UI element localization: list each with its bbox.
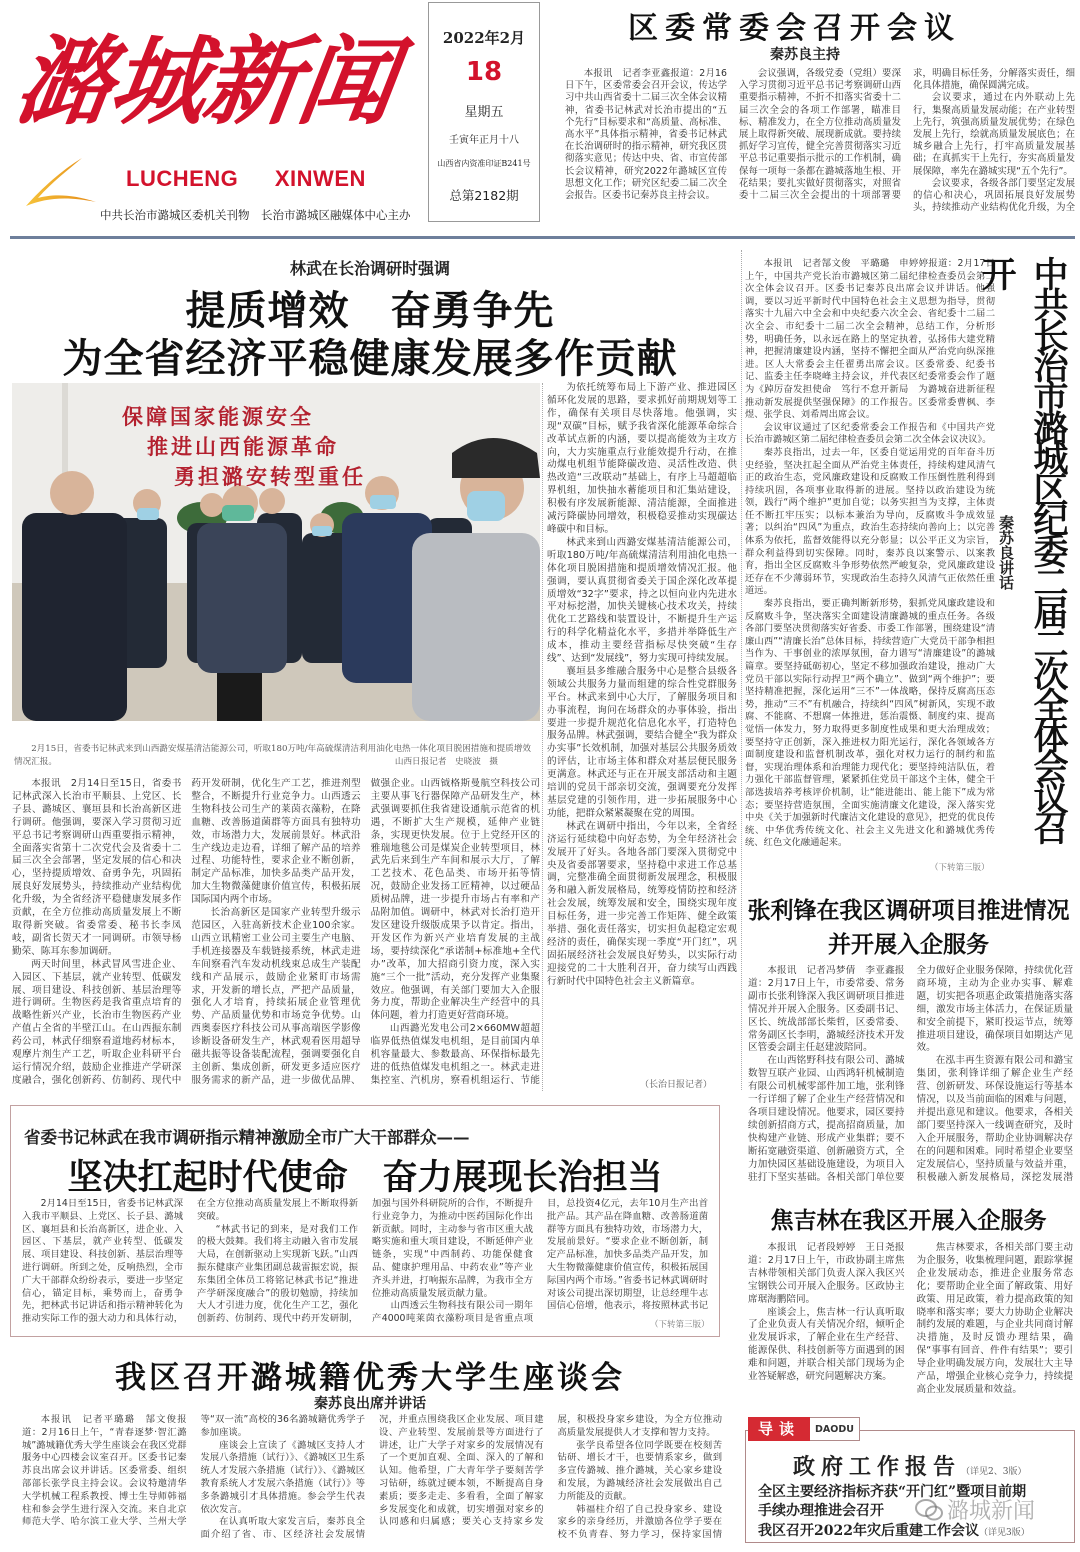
news-photo bbox=[12, 383, 540, 721]
masthead-sponsor: 中共长治市潞城区委机关刊物 长治市潞城区融媒体中心主办 bbox=[100, 208, 411, 222]
top-article-subtitle: 秦苏良主持 bbox=[770, 47, 840, 63]
masthead-logo: 潞城新闻 bbox=[9, 25, 401, 138]
top-article-body bbox=[565, 68, 1075, 224]
students-article-title: 我区召开潞城籍优秀大学生座谈会 bbox=[115, 1360, 625, 1396]
date-box bbox=[428, 2, 540, 222]
daodu-title[interactable] bbox=[793, 1450, 1026, 1481]
paragraph: 会议要求，各级各部门要坚定发展的信心和决心，巩固拓展良好发展势头，持续推动产业结构优化升级，为全 bbox=[913, 177, 1075, 214]
paragraph: 在泓丰再生资源有限公司和潞宝集团，张利锋详细了解企业生产经营、创新研发、环保设施运行等基本情况，以及当前面临的困难与问题，并提出意见和建议。他要求，各相关部门要坚持深入一线调查研究，及时入企开展服务，帮助企业协调解决存在的问题和困难。同时希望企业要坚定发展信心，坚持质量与效益并重，积极融入新发展格局，深挖发展潜 bbox=[916, 1055, 1073, 1183]
main-article-body-left bbox=[12, 778, 540, 1092]
photo-slogan-line1: 保障国家能源安全 bbox=[122, 404, 314, 429]
paragraph: “林武书记的到来，是对我们工作的极大鼓舞。我们将主动融入省市发展大局，在创新驱动上实现新飞跃。”山西振东健康产业集团副总裁雷振宏说，振东集团全体员工将铭记林武书记“推进产学研深度融合”的殷切勉励，持续加大人才引进力度，优化生产工艺，强化创新药、仿制药、现代中药开发研制，加强与国外科研院所的合作，不断提升行业竞争力，为推动中医药国际化作出新贡献。同时，主动参与省市区重大战略实施和重大项目建设，不断延伸产业链条，实现“中西制药、功能保健食品、健康护理用品、中药农业”等产业齐头并进，打响振东品牌，为我市全方位推动高质量发展贡献力量。 bbox=[197, 1198, 533, 1325]
daodu-item-1-line2: 手续办理推进会召开 bbox=[758, 1503, 884, 1519]
daodu-tag: 导读 bbox=[748, 1417, 810, 1441]
paragraph: 本报讯 记者冯梦倩 李亚鑫报道：2月17日上午，市委常委、常务副市长张利锋深入我区调研项目推进情况并开展入企服务。区委副书记、区长、统战部部长柴哲，区委常委、常务副区长李明，潞城经济技术开发区管委会副主任赵建波陪同。 bbox=[748, 965, 905, 1054]
daodu-tag-en: DAODU bbox=[810, 1417, 860, 1441]
discipline-article-body bbox=[745, 258, 995, 870]
paragraph: 2月14日至15日，省委书记林武深入我市平顺县、上党区、长子县、潞城区、襄垣县和长治高新区，进企业、入园区、下基层，就产业转型、低碳发展、项目建设、科技创新、基层治理等进行调研。所到之处，反响热烈，全市广大干部群众纷纷表示，要进一步坚定信心，锚定目标，乘势而上，奋勇争先，把林武书记讲话和指示精神转化为推动实际工作的强大动力和具体行动，在全方位推动高质量发展上不断取得新突破。 bbox=[22, 1198, 358, 1325]
jiao-article-body bbox=[748, 1242, 1073, 1398]
paragraph: 在认真听取大家发言后，秦苏良全面介绍了省、市、区经济社会发展情况，并重点围绕我区企业发展、项目建设、产业转型、发展前景等方面进行了讲述，让广大学子对家乡的发展情况有了一个更加直观、全面、深入的了解和认知。他希望，广大青年学子要刻苦学习钻研，练就过硬本领，不断提高自身素质；要多走走、多看看，全面了解家乡发展变化和成就，切实增强对家乡的认同感和归属感；要关心支持家乡发展，积极投身家乡建设，为全方位推动高质量发展提供人才支撑和智力支持。 bbox=[200, 1414, 722, 1541]
photo-caption bbox=[14, 743, 538, 769]
masthead-divider bbox=[10, 236, 1075, 239]
paragraph: 秦苏良指出，要正确判断新形势，狠抓党风廉政建设和反腐败斗争，坚决落实全面建设清廉潞城的重点任务。各级各部门要坚决贯彻落实好省委、市委工作部署，围绕建设“清廉山西”“清廉长治”总体目标，持续营造广大党员干部争相担当作为、干事创业的浓厚氛围，奋力谱写“清廉建设”的潞城篇章。要坚持砥砺初心，坚定不移加强政治建设，推动广大党员干部以实际行动捍卫“两个确立”、做到“两个维护”；要坚持精准把握，深化运用“三不”一体战略，保持反腐高压态势，推动“三不”有机融合，持续纠“四风”树新风，实现不敢腐、不能腐、不想腐一体推进，惩治震慑、制度约束、提高觉悟一体发力，努力取得更多制度性成果和更大治理成效；要坚持守正创新，深入推进权力阳光运行，深化各领域各方面制度建设和监督机制改革，强化对权力运行的制约和监督，实现治理体系和治理能力现代化；要坚持纯洁队伍，着力强化干部监督管理，紧紧抓住党员干部这个主体，健全干部选拔培养考核评价机制，让“能进能出、能上能下”成为常态；要坚持营造氛围，全面实施清廉文化建设，深入落实党中央《关于加强新时代廉洁文化建设的意见》，把党的优良传统、中华优秀传统文化、社会主义先进文化和潞城优秀传统、红色文化融通起来。 bbox=[745, 598, 995, 849]
issue-number: 总第2182期 bbox=[449, 188, 519, 203]
paragraph: 座谈会上宣读了《潞城区支持人才发展八条措施（试行）》、《潞城区卫生系统人才发展六条措施（试行）》、《潞城区教育系统人才发展六条措施（试行）》等多条潞城引才具体措施。参会学生代表依次发言。 bbox=[200, 1439, 365, 1515]
main-article-kicker: 林武在长治调研时强调 bbox=[289, 259, 450, 278]
paragraph: 会议强调，各级党委（党组）要深入学习贯彻习近平总书记考察调研山西重要指示精神，不折不扣落实省委十二届三次全会的各项工作部署，瞄准目标、精准发力，在全方位推动高质量发展上取得新突破、展现新成就。要持续抓好学习宣传，健全完善贯彻落实习近平总书记重要指示批示的工作机制，确保每一项每一条都在潞城落地生根、开花结果；要扎实做好贯彻落实，对照省委十二届三次全会提出的十项部署要求，明确目标任务，分解落实责任，细化具体措施，确保圆满完成。 bbox=[739, 68, 1075, 202]
masthead-latin: LUCHENG XINWEN bbox=[126, 166, 366, 191]
zhang-article-title-line2: 并开展入企服务 bbox=[828, 932, 989, 958]
paragraph: 会议审议通过了区纪委常委会工作报告和《中国共产党长治市潞城区第二届纪律检查委员会第二次全体会议决议》。 bbox=[745, 421, 995, 446]
photo-slogan-line2: 推进山西能源革命 bbox=[147, 434, 339, 459]
top-article-title: 区委常委会召开会议 bbox=[628, 11, 961, 46]
discipline-article-subtitle: 秦苏良讲话 bbox=[997, 515, 1015, 590]
daodu-item-2-ref: （详见3版） bbox=[978, 1528, 1030, 1538]
continued-note: （下转第三版） bbox=[650, 1320, 710, 1330]
print-permit: 山西省内资准印证B241号 bbox=[437, 159, 531, 168]
daodu-item-1-line1: 全区主要经济指标齐获“开门红”暨项目前期 bbox=[758, 1484, 1027, 1500]
daodu-item-2-text: 我区召开2022年灾后重建工作会议 bbox=[758, 1523, 979, 1539]
paragraph: 张学良希望各位同学既要在校刻苦钻研、增长才干，也要情系家乡，做到多宣传潞城、推介潞城，关心家乡建设和发展，为潞城经济社会发展做出自己力所能及的贡献。 bbox=[557, 1439, 722, 1502]
photo-credit: 山西日报记者 史晓波 摄 bbox=[394, 757, 498, 767]
paragraph: 会议要求，通过在内外联动上先行，集聚高质量发展动能；在产业转型上先行，筑强高质量发展优势；在绿色发展上先行，绘就高质量发展底色；在城乡融合上先行，打牢高质量发展基础；在真抓实干上先行，夯实高质量发展保障，率先在潞城实现“五个先行”。 bbox=[913, 92, 1075, 177]
watermark-text: 潞城新闻 bbox=[947, 1499, 1036, 1524]
zhang-article-title-line1: 张利锋在我区调研项目推进情况 bbox=[747, 898, 1070, 924]
paragraph: 两天时间里，林武冒风雪进企业、入园区、下基层，就产业转型、低碳发展、项目建设、科技创新、基层治理等进行调研。生物医药是我省重点培育的战略性新兴产业，长治市生物医药产业产值占全省的半壁江山。在山西振东制药公司，林武仔细察看道地药材标本，观摩片剂生产工艺，听取企业科研平台运行情况介绍，鼓励企业推进产学研深度融合，强化创新药、仿制药、现代中药开发研制，优化生产工艺，推进剂型整合，不断提升行业竞争力。山西透云生物科技公司生产的莱茵衣藻粉，在降血糖、改善肠道菌群等方面具有独特功效，市场潜力大，发展前景好。林武沿生产线边走边看，详细了解产品的培养过程、功能特性，要求企业不断创新，制定产品标准，加快多品类产品开发，加大生物微藻健康价值宣传，积极拓展国际国内两个市场。 bbox=[12, 778, 361, 1086]
wechat-icon bbox=[915, 1498, 943, 1522]
wechat-watermark bbox=[915, 1494, 1035, 1525]
box-article-kicker: 省委书记林武在我市调研指示精神激励全市广大干部群众—— bbox=[24, 1128, 470, 1147]
main-article-sign: （长治日报记者） bbox=[640, 1080, 713, 1090]
zhang-article-body bbox=[748, 965, 1073, 1185]
paragraph: 长治高新区是国家产业转型升级示范园区，入驻高新技术企业100余家。山西立讯精密工业公司主要生产电脑、手机连接器及车载链接系统，林武走进车间察看汽车发动机线束总成生产装配线和产品展示，鼓励企业紧盯市场需求，开发新的增长点，严把产品质量，强化人才培育，持续拓展企业管理优势、产品质量优势和市场竞争优势。山西奥泰医疗科技公司从事高端医学影像诊断设备研发生产，林武观看医用超导磁共振等设备装配流程，强调要强化自主创新、集成创新，研发更多适应医疗服务需求的新产品，进一步做优品牌、做强企业。山西钺格斯曼航空科技公司主要从事飞行器保障产品研发生产，林武强调要抓住我省建设通航示范省的机遇，不断扩大生产规模，延伸产业链条，实现更快发展。位于上党经开区的雅瑞地毯公司是煤炭企业转型项目，林武先后来到生产车间和展示大厅，了解工艺技术、花色品类、市场开拓等情况，鼓励企业发扬工匠精神，以过硬品质树品牌，进一步提升市场占有率和产品附加值。调研中，林武对长治打造开发区建设升级版成果予以肯定。指出，开发区作为新兴产业培育发展的主战场，要持续深化“承诺制+标准地+全代办”改革，加大招商引资力度，深入实施“三个一批”活动，充分发挥产业集聚效应。他强调，有关部门要加大入企服务力度，帮助企业解决生产经营中的具体问题，着力打造更好营商环境。 bbox=[191, 778, 540, 1086]
paragraph: 本报讯 2月14日至15日，省委书记林武深入长治市平顺县、上党区、长子县、潞城区、襄垣县和长治高新区进行调研。他强调，要深入学习贯彻习近平总书记考察调研山西重要指示精神，全面落实省第十二次党代会及省委十二届三次全会部署，坚定发展的信心和决心，坚持提质增效、奋勇争先，巩固拓展良好发展势头，持续推动产业结构优化升级，为全省经济平稳健康发展多作贡献，在全方位推动高质量发展上不断取得新突破。省委常委、秘书长李凤岐，副省长贺天才一同调研。市领导杨勤荣、陈耳东参加调研。 bbox=[12, 778, 182, 957]
daodu-title-ref: （详见2、3版） bbox=[961, 1467, 1027, 1477]
box-article-title: 坚决扛起时代使命 奋力展现长治担当 bbox=[67, 1158, 663, 1198]
paragraph: 焦吉林要求，各相关部门要主动为企服务，收集梳理问题，跟踪掌握企业发展动态，推进企业服务常态化；要帮助企业全面了解政策、用好政策、用足政策，着力提高政策的知晓率和落实率；要大力协助企业解决制约发展的难题，与企业共同商讨解决措施，及时反馈办理结果，确保“事事有回音、件件有结果”；要引导企业明确发展方向，发展壮大主导产品，增强企业核心竞争力，持续提高企业发展质量和效益。 bbox=[916, 1242, 1073, 1395]
paragraph: 为依托统筹布局上下游产业、推进园区循环化发展的思路，要求抓好前期规划等工作，确保有关项目尽快落地。他强调，实现“双碳”目标，赋予我省深化能源革命综合改革试点新的内涵，要以提高能效为主攻方向，大力实施重点行业能效提升行动，在推动煤电机组节能降碳改造、灵活性改造、供热改造“三改联动”基础上，有序上马超超临界机组，加快抽水蓄能项目和汇集站建设，积极有序发展新能源、清洁能源，全面推进减污降碳协同增效，积极稳妥推动实现碳达峰碳中和目标。 bbox=[547, 382, 737, 535]
date-lunar: 壬寅年正月十八 bbox=[449, 135, 519, 146]
discipline-article-title: 中共长治市潞城区纪委二届二次全体会议召开 bbox=[976, 256, 1068, 842]
students-article-body bbox=[22, 1414, 722, 1548]
paragraph: 襄垣县多维融合服务中心是整合县级各领域公共服务力量而组建的综合性党群服务平台。林武来到中心大厅，了解服务项目和办事流程，询问在场群众的办事体验，指出要进一步提升规范化信息化水平，打造特色服务品牌。林武强调，要结合健全“我为群众办实事”长效机制，加强对基层公共服务质效的评估，让市场主体和群众对基层便民服务更满意。林武还与正在开展支部活动和主题培训的党员干部亲切交流，强调要充分发挥基层党建的引领作用，进一步拓展服务中心功能，把群众紧紧凝聚在党的周围。 bbox=[547, 665, 737, 819]
main-article-body-right bbox=[547, 382, 737, 1077]
paragraph: 本报讯 记者平璐璐 郜文俊报道：2月16日上午，“青春逐梦·智汇潞城”潞城籍优秀大学生座谈会在我区党群服务中心四楼会议室召开。区委书记秦苏良出席会议并讲话。区委常委、组织部部长张学良主持会议。会议特邀清华大学机械工程系教授、博士生导师韩福柱和参会学生进行深入交流。来自北京师范大学、哈尔滨工业大学、兰州大学等“双一流”高校的36名潞城籍优秀学子参加座谈。 bbox=[22, 1414, 365, 1528]
paragraph: 本报讯 记者段婷婷 王日尧报道：2月17日上午，市政协副主席焦吉林带领相关部门负责人深入我区兴宝钢铁公司开展入企服务。区政协主席琚海鹏陪同。 bbox=[748, 1242, 905, 1305]
paragraph: 在山西铭野科技有限公司、潞城数智互联产业园、山西鸿轩机械制造有限公司机械零部件加工地，张利锋一行详细了解了企业生产经营情况和各项目建设情况。他要求，园区要持续创新招商方式，提高招商质量，加快构建产业链、形成产业集群；要不断拓宽融资渠道、创新融资方式，全力加快园区基础设施建设，为项目入驻打下坚实基础。各相关部门单位要全力做好企业服务保障，持续优化营商环境，主动为企业办实事、解难题，切实把各项惠企政策措施落实落细，激发市场主体活力，在保证质量和安全前提下，紧盯投运节点，统筹推进项目建设，确保项目如期达产见效。 bbox=[748, 965, 1073, 1183]
swoosh-logo-icon bbox=[12, 150, 102, 220]
main-article-title-line2: 为全省经济平稳健康发展多作贡献 bbox=[62, 336, 678, 382]
paragraph: 林武在调研中指出，今年以来，全省经济运行延续稳中向好态势，为全年经济社会发展开了好头。各地各部门要深入贯彻党中央及省委部署要求，坚持稳中求进工作总基调，完整准确全面贯彻新发展理念，积极服务和融入新发展格局，统筹疫情防控和经济社会发展，统筹发展和安全，围绕实现年度目标任务，进一步完善工作矩阵、健全政策举措、强化责任落实，切实担负起稳定宏观经济的责任，确保实现一季度“开门红”，巩固拓展经济社会发展良好势头，以实际行动迎接党的二十大胜利召开，奋力续写山西践行新时代中国特色社会主义新篇章。 bbox=[547, 820, 737, 987]
date-year-month: 2022年2月 bbox=[442, 29, 526, 47]
paragraph: 林武来到山西潞安煤基清洁能源公司，听取180万吨/年高硫煤清洁利用油化电热一体化项目脱困措施和提质增效情况汇报。他强调，要认真贯彻省委关于国企深化改革提质增效“32字”要求，持之以恒向业内先进水平对标挖潜，加快关键核心技术攻关，持续优化工艺路线和装置设计，不断提升生产运行的科学化精益化水平，多措并举降低生产成本，推动主要经营指标尽快突破“生存线”、达到“发展线”，努力实现可持续发展。 bbox=[547, 536, 737, 665]
continued-note: （下转第三版） bbox=[930, 863, 990, 873]
main-article-title-line1: 提质增效 奋勇争先 bbox=[185, 288, 555, 334]
paragraph: 本报讯 记者郜文俊 平璐璐 申婷婷报道：2月17日上午，中国共产党长治市潞城区第二届纪律检查委员会第二次全体会议召开。区委书记秦苏良出席会议并讲话。他强调，要以习近平新时代中国特色社会主义思想为指导，贯彻落实十九届六中全会和中央纪委六次全会、省纪委十二届二次全会、市纪委十二届二次全会精神，总结工作，分析形势，明确任务，以永远在路上的坚定执着，弘扬伟大建党精神，把握清廉建设内涵，坚持不懈把全面从严治党向纵深推进。区人大常委会主任翟勇出席会议。区委常委、纪委书记、监委主任李晓峰主持会议，并代表区纪委常委会作了题为《踔厉奋发担使命 笃行不怠开新局 为潞城奋进新征程推动新发展提供坚强保障》的工作报告。区委常委曹枫、李煜、张学良、刘希周出席会议。 bbox=[745, 258, 995, 421]
paragraph: 山西透云生物科技有限公司一期年产4000吨莱茵衣藻粉项目是省重点项目，总投资4亿元，去年10月生产出首批产品。其产品在降血糖、改善肠道菌群等方面具有独特功效，市场潜力大，发展前景好。“要求企业不断创新，制定产品标准，加快多品类产品开发，加大生物微藻健康价值宣传，积极拓展国际国内两个市场。”省委书记林武调研时对该公司提出深切期望，让总经理牛志国信心倍增，他表示，将按照林武书记 bbox=[372, 1198, 708, 1325]
photo-slogan-line3: 勇担潞安转型重任 bbox=[174, 464, 366, 489]
students-article-subtitle: 秦苏良出席并讲话 bbox=[314, 1396, 426, 1412]
daodu-title-text: 政府工作报告 bbox=[793, 1455, 962, 1480]
paragraph: 座谈会上，焦吉林一行认真听取了企业负责人有关情况介绍，倾听企业发展诉求，了解企业在生产经营、能源保供、科技创新等方面遇到的困难和问题，并联合相关部门现场为企业答疑解惑，研究问题解决方案。 bbox=[748, 1306, 905, 1383]
paragraph: 秦苏良指出，过去一年，区委自觉运用党的百年奋斗历史经验，坚决扛起全面从严治党主体责任，持续构建风清气正的政治生态，党风廉政建设和反腐败工作压倒性胜利得到持续巩固，各项事业取得新的进展。坚持以政治建设为统领，践行“两个维护”更加自觉；以务实担当为支撑，主体责任不断扛牢压实；以标本兼治为导向，反腐败斗争成效显著；以纠治“四风”为重点，政治生态持续向善向上；以完善体系为依托，监督效能得以充分彰显；以公平正义为宗旨，群众利益得到切实保障。同时，秦苏良以案警示、以案教育，指出全区反腐败斗争形势依然严峻复杂，党风廉政建设还存在不少薄弱环节，实现政治生态持久风清气正依然任重道远。 bbox=[745, 446, 995, 597]
paragraph: 山西潞光发电公司2×660MW超超临界低热值煤发电机组，是目前国内单机容量最大、参数最高、环保指标最先进的低热值煤发电机组之一。林武走进集控室、汽机房，察看机组运行、节能 bbox=[370, 1023, 540, 1086]
paragraph: 韩福柱介绍了自己投身家乡、建设家乡的亲身经历，并激励各位学子要在校不负青春、努力学习，保持家国情 bbox=[557, 1503, 722, 1541]
jiao-article-title: 焦吉林在我区开展入企服务 bbox=[770, 1208, 1047, 1234]
paragraph: 本报讯 记者李亚鑫报道：2月16日下午，区委常委会召开会议，传达学习中共山西省委十二届三次全体会议精神，省委书记林武对长治市提出的“五个先行”目标要求和“高质量、高标准、高水平”具体指示精神，省委书记林武在长治调研时的指示精神，研究我区贯彻落实意见；传达中央、省、市宣传部长会议精神，研究2022年潞城区宣传思想文化工作；研究区纪委二届二次全会报告。区委书记秦苏良主持会议。 bbox=[565, 68, 727, 202]
date-day: 18 bbox=[465, 57, 503, 87]
caption-text: 2月15日，省委书记林武来到山西潞安煤基清洁能源公司，听取180万吨/年高硫煤清洁利用油化电热一体化项目脱困措施和提质增效情况汇报。 bbox=[14, 744, 531, 767]
date-weekday: 星期五 bbox=[464, 105, 504, 120]
column-divider bbox=[741, 250, 742, 1090]
box-article-body bbox=[22, 1198, 708, 1330]
column-divider bbox=[542, 383, 543, 1091]
